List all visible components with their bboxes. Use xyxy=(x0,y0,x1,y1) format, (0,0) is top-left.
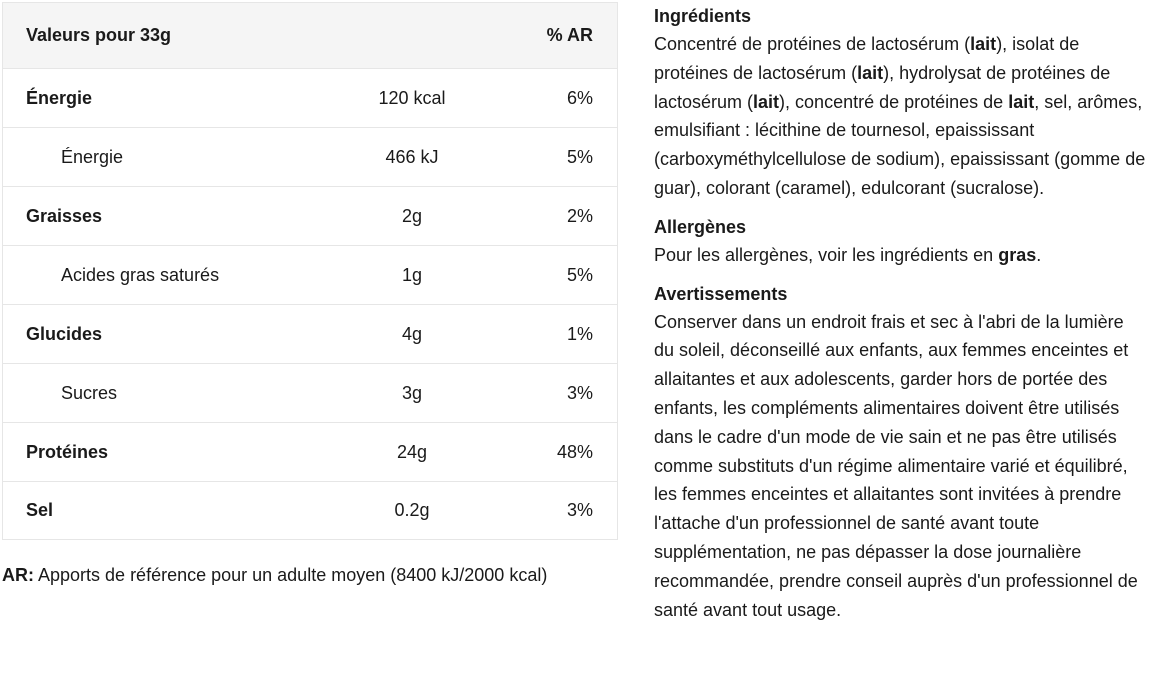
ingredients-text-part: ), hydrolysat de protéines de lactosérum ( xyxy=(654,62,1111,112)
ingredients-text-part: ), isolat de protéines de lactosérum ( xyxy=(654,34,1080,83)
nutrient-amount: 120 kcal xyxy=(378,87,446,108)
nutrition-row-energie-kj xyxy=(3,127,617,186)
ingredients-text-part: Concentré de protéines de lactosérum ( xyxy=(654,34,971,54)
allergens-title: Allergènes xyxy=(654,216,747,237)
nutrient-name: Sel xyxy=(26,500,54,520)
allergens-text xyxy=(654,241,1146,270)
nutrient-pct: 2% xyxy=(566,205,593,226)
nutrient-name: Glucides xyxy=(26,323,103,344)
nutrition-row-acides-gras-satures xyxy=(3,245,617,304)
nutrition-row-sel xyxy=(3,481,617,539)
nutrient-pct: 3% xyxy=(566,382,593,403)
ingredients-text-part: , sel, arômes, emulsifiant : lécithine de tournesol, epaississant (carboxyméthylcellulose de sodium), epaississant (gomme de guar), colorant (caramel), edulcorant (sucralose). xyxy=(654,91,1146,198)
footnote-label: AR: xyxy=(2,565,34,585)
allergen-highlight: lait xyxy=(1008,91,1035,112)
nutrient-name: Graisses xyxy=(26,205,103,226)
ingredients-section xyxy=(654,4,1146,203)
header-serving-label: Valeurs pour 33g xyxy=(26,25,172,45)
nutrient-pct: 3% xyxy=(566,500,593,520)
nutrition-row-glucides xyxy=(3,304,617,363)
nutrient-pct: 6% xyxy=(566,87,593,108)
nutrition-table-header xyxy=(3,3,617,68)
warnings-section xyxy=(654,282,1146,625)
nutrient-amount: 466 kJ xyxy=(385,146,439,167)
allergen-highlight: lait xyxy=(753,91,780,112)
nutrient-pct: 1% xyxy=(566,323,593,344)
nutrient-pct: 5% xyxy=(566,264,593,285)
nutrient-amount: 1g xyxy=(401,264,423,285)
nutrition-row-graisses xyxy=(3,186,617,245)
allergens-section xyxy=(654,215,1146,270)
footnote-text: Apports de référence pour un adulte moyen (8400 kJ/2000 kcal) xyxy=(34,565,548,585)
nutrient-name: Énergie xyxy=(61,146,124,167)
nutrition-row-energie-kcal xyxy=(3,68,617,127)
nutrition-table xyxy=(2,2,618,540)
allergen-highlight: lait xyxy=(857,62,884,83)
warnings-text: Conserver dans un endroit frais et sec à l'abri de la lumière du soleil, déconseillé aux enfants, aux femmes enceintes et allaitantes et aux adolescents, garder hors de portée des enfants, les compléments alimentaires doivent être utilisés dans le cadre d'un mode de vie sain et ne pas être utilisés comme substituts d'un régime alimentaire varié et équilibré, les femmes enceintes et allaitantes sont invitées à prendre l'attache d'un professionnel de santé avant toute supplémentation, ne pas dépasser la dose journalière recommandée, prendre conseil auprès d'un professionnel de santé avant tout usage. xyxy=(654,311,1138,620)
nutrient-name: Sucres xyxy=(61,382,118,403)
warnings-title: Avertissements xyxy=(654,283,788,304)
nutrient-amount: 0.2g xyxy=(394,500,430,520)
allergen-highlight: lait xyxy=(970,34,997,54)
nutrient-amount: 2g xyxy=(401,205,423,226)
nutrient-amount: 3g xyxy=(401,382,423,403)
nutrition-row-proteines xyxy=(3,422,617,481)
nutrition-row-sucres xyxy=(3,363,617,422)
ingredients-text xyxy=(654,30,1146,203)
nutrient-name: Protéines xyxy=(26,441,109,462)
product-info xyxy=(654,4,1146,636)
ingredients-text-part: ), concentré de protéines de xyxy=(779,91,1009,112)
nutrient-pct: 5% xyxy=(566,146,593,167)
reference-intake-footnote xyxy=(2,563,547,587)
allergens-text-part: Pour les allergènes, voir les ingrédients en xyxy=(654,244,999,265)
nutrient-pct: 48% xyxy=(556,441,593,462)
nutrient-name: Acides gras saturés xyxy=(61,264,220,285)
allergens-text-part: . xyxy=(1036,244,1042,265)
nutrient-amount: 4g xyxy=(401,323,423,344)
ingredients-title: Ingrédients xyxy=(654,6,752,26)
allergens-bold-word: gras xyxy=(998,244,1037,265)
nutrient-name: Énergie xyxy=(26,87,93,108)
nutrient-amount: 24g xyxy=(396,441,428,462)
header-reference-pct: % AR xyxy=(546,25,593,45)
